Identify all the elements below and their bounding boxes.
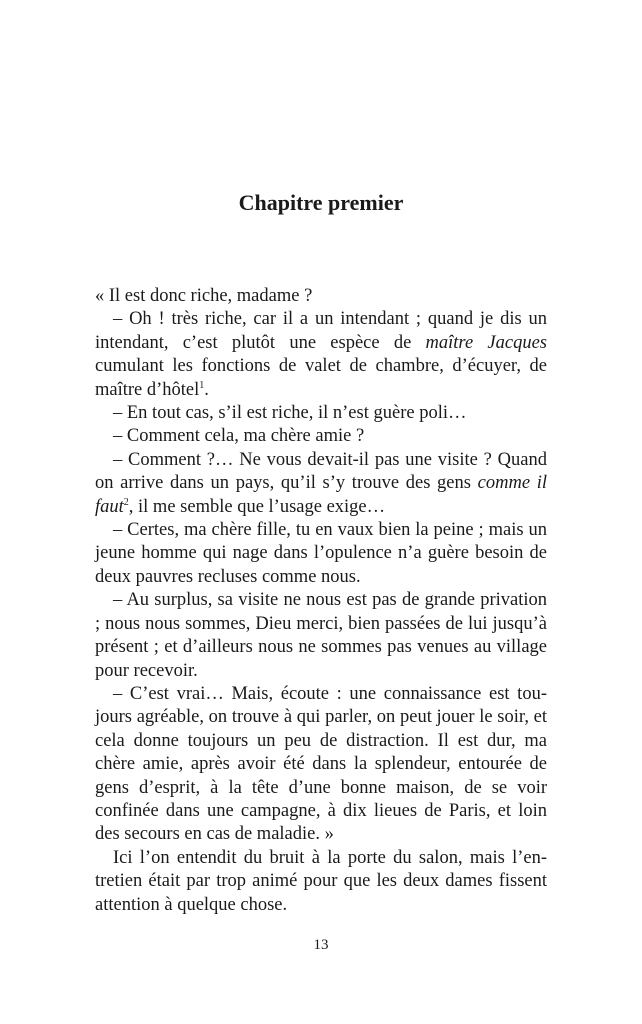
paragraph-text: . — [204, 379, 209, 400]
footnote-reference: 1 — [199, 379, 205, 391]
paragraph-text: – Comment ?… Ne vous devait-il pas une visite ? Quand on arrive dans un pays, qu’il s’y trouve des gens — [95, 449, 547, 494]
paragraph — [95, 519, 547, 589]
paragraph-text: – Comment cela, ma chère amie ? — [113, 426, 365, 447]
italic-text: comme il faut — [95, 473, 547, 517]
paragraph-text: – C’est vrai… Mais, écoute : une connaissance est toujours agréable, on trouve à qui parler, on peut jouer le soir, et cela donne toujours un peu de distraction. Il est dur, ma chère amie, après avoir été dans la splendeur, entourée de gens d’esprit, à la tête d’une bonne maison, de se voir confinée dans une campagne, à dix lieues de Paris, et loin des secours en cas de maladie. » — [95, 683, 547, 845]
paragraph — [95, 425, 547, 448]
footnote-reference: 2 — [123, 496, 129, 508]
paragraph-text: « Il est donc riche, madame ? — [95, 286, 313, 306]
paragraph — [95, 847, 547, 917]
paragraph-text: cumulant les fonctions de valet de chambre, d’écuyer, de maître d’hôtel — [95, 356, 547, 400]
paragraph — [95, 683, 547, 847]
paragraph — [95, 449, 547, 519]
paragraph-text: , il me semble que l’usage exige… — [128, 496, 386, 517]
paragraph — [95, 308, 547, 402]
chapter-title: Chapitre premier — [238, 190, 404, 215]
paragraph — [95, 285, 547, 308]
page-number: 13 — [313, 937, 329, 953]
paragraph — [95, 402, 547, 425]
paragraph-text: Ici l’on entendit du bruit à la porte du salon, mais l’entretien était par trop animé pour que les deux dames fissent attention à quelque chose. — [95, 847, 547, 915]
chapter-body — [95, 285, 547, 917]
paragraph-text: – En tout cas, s’il est riche, il n’est guère poli… — [113, 403, 467, 424]
paragraph-text: – Au surplus, sa visite ne nous est pas de grande privation ; nous nous sommes, Dieu merci, bien passées de lui jusqu’à présent ; et d’ailleurs nous ne sommes pas venues au village pour recevoir. — [95, 590, 547, 681]
italic-text: maître Jacques — [425, 332, 547, 353]
paragraph — [95, 589, 547, 683]
paragraph-text: – Certes, ma chère fille, tu en vaux bien la peine ; mais un jeune homme qui nage dans l’opulence n’a guère besoin de deux pauvres recluses comme nous. — [95, 520, 547, 587]
paragraph-text: – Oh ! très riche, car il a un intendant ; quand je dis un intendant, c’est plutôt une espèce de — [95, 309, 547, 353]
